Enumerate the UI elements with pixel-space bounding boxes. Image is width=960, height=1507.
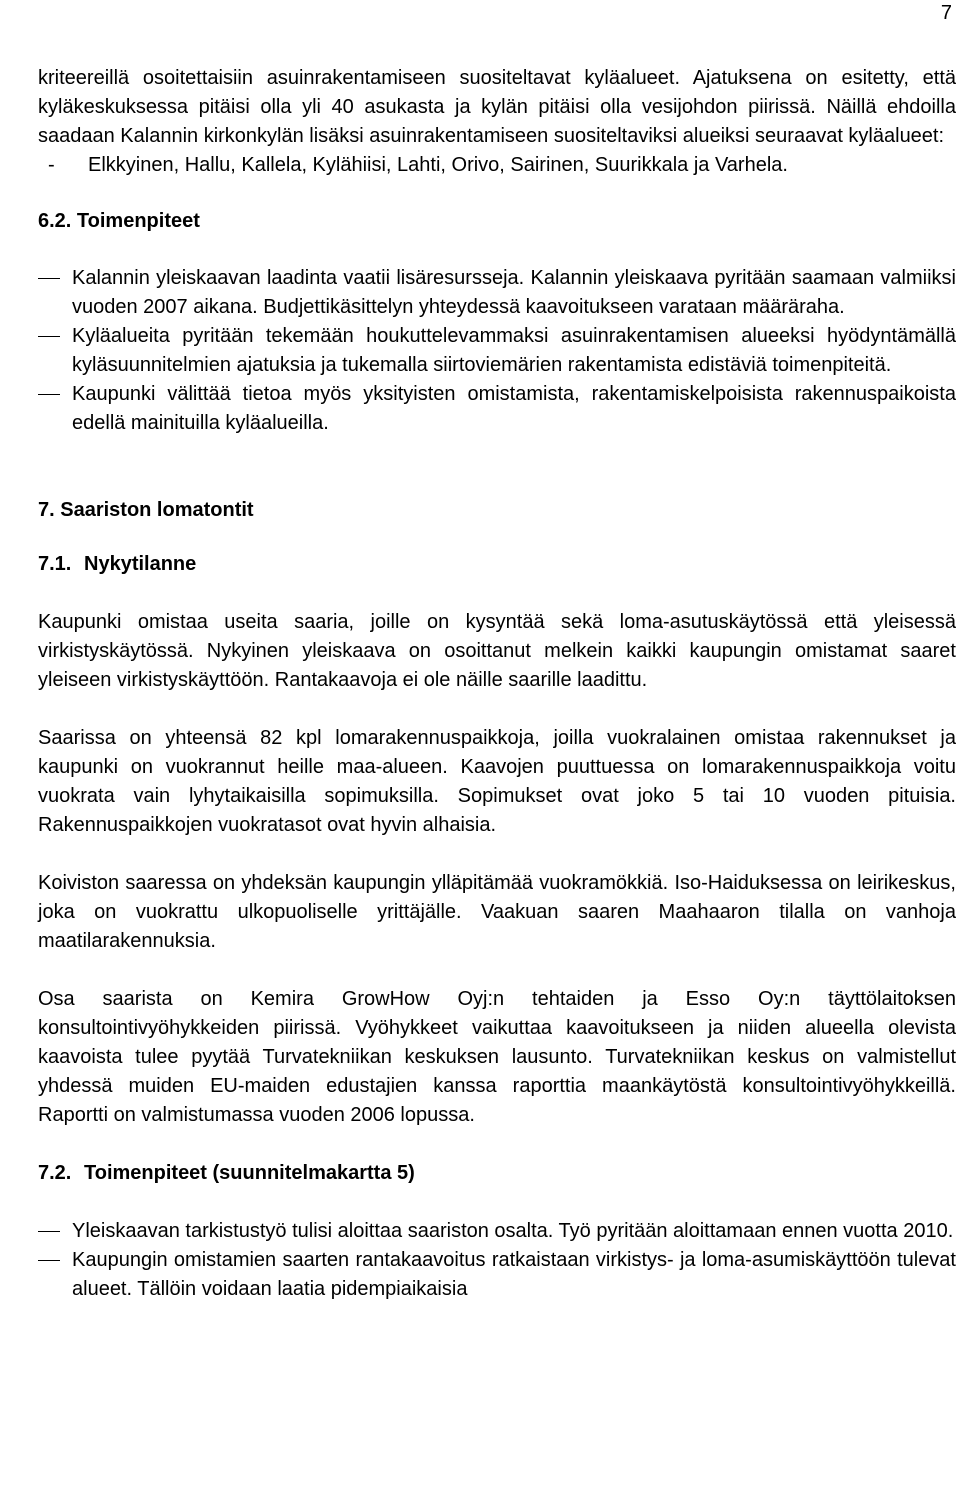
list-item <box>38 1217 956 1246</box>
page-number: 7 <box>940 2 952 24</box>
section-7-1-paragraph: Osa saarista on Kemira GrowHow Oyj:n tehtaiden ja Esso Oy:n täyttölaitoksen konsultointivyöhykkeiden piirissä. Vyöhykkeet vaikuttaa kaavoitukseen ja niiden alueella olevista kaavoista tulee pyytää Turvatekniikan keskuksen lausunto. Turvatekniikan keskus on valmistellut yhdessä muiden EU-maiden edustajien kanssa raporttia maankäytöstä konsultointivyöhykkeillä. Raportti on valmistumassa vuoden 2006 lopussa. <box>38 988 956 1126</box>
dash-bullet-icon <box>38 322 72 351</box>
village-list-text: Elkkyinen, Hallu, Kallela, Kylähiisi, Lahti, Orivo, Sairinen, Suurikkala ja Varhela. <box>88 154 788 176</box>
document-body <box>38 64 956 1304</box>
village-list-item <box>48 151 956 180</box>
section-7-2-number: 7.2. <box>38 1162 72 1184</box>
section-7-2-heading <box>38 1159 956 1188</box>
dash-bullet-icon <box>38 1246 72 1275</box>
list-item <box>38 380 956 438</box>
dash-bullet-icon <box>38 264 72 293</box>
section-7-1-paragraph: Kaupunki omistaa useita saaria, joille on kysyntää sekä loma-asutuskäytössä että yleisessä virkistyskäytössä. Nykyinen yleiskaava on osoittanut melkein kaikki kaupungin omistamat saaret yleiseen virkistyskäyttöön. Rantakaavoja ei ole näille saarille laadittu. <box>38 611 956 691</box>
dash-marker: - <box>48 154 55 176</box>
section-7-1-title: Nykytilanne <box>84 553 197 575</box>
section-7-2-bullets <box>38 1217 956 1304</box>
list-item <box>38 322 956 380</box>
dash-bullet-icon <box>38 380 72 409</box>
section-7-1-paragraph: Saarissa on yhteensä 82 kpl lomarakennuspaikkoja, joilla vuokralainen omistaa rakennukset ja kaupunki on vuokrannut heille maa-alueen. Kaavojen puuttuessa on lomarakennuspaikkoja voitu vuokrata vain lyhytaikaisilla sopimuksilla. Sopimukset ovat joko 5 tai 10 vuoden pituisia. Rakennuspaikkojen vuokratasot ovat hyvin alhaisia. <box>38 727 956 836</box>
section-7-2-title: Toimenpiteet (suunnitelmakartta 5) <box>84 1162 415 1184</box>
list-item-text: Kaupungin omistamien saarten rantakaavoitus ratkaistaan virkistys- ja loma-asumiskäyttöön tulevat alueet. Tällöin voidaan laatia pidempiaikaisia <box>72 1249 956 1300</box>
section-7-1-heading <box>38 550 956 579</box>
list-item <box>38 1246 956 1304</box>
list-item-text: Yleiskaavan tarkistustyö tulisi aloittaa saariston osalta. Työ pyritään aloittamaan ennen vuotta 2010. <box>72 1220 954 1242</box>
intro-paragraph: kriteereillä osoitettaisiin asuinrakentamiseen suositeltavat kyläalueet. Ajatuksena on esitetty, että kyläkeskuksessa pitäisi olla yli 40 asukasta ja kylän pitäisi olla vesijohdon piirissä. Näillä ehdoilla saadaan Kalannin kirkonkylän lisäksi asuinrakentamiseen suositeltaviksi alueiksi seuraavat kyläalueet: <box>38 67 956 147</box>
list-item-text: Kyläalueita pyritään tekemään houkuttelevammaksi asuinrakentamisen alueeksi hyödyntämällä kyläsuunnitelmien ajatuksia ja tukemalla siirtoviemärien rakentamista edistäviä toimenpiteitä. <box>72 325 956 376</box>
dash-bullet-icon <box>38 1217 72 1246</box>
list-item-text: Kaupunki välittää tietoa myös yksityisten omistamista, rakentamiskelpoisista rakennuspaikoista edellä mainituilla kyläalueilla. <box>72 383 956 434</box>
section-6-2-heading: 6.2. Toimenpiteet <box>38 210 200 232</box>
list-item-text: Kalannin yleiskaavan laadinta vaatii lisäresursseja. Kalannin yleiskaava pyritään saamaan valmiiksi vuoden 2007 aikana. Budjettikäsittelyn yhteydessä kaavoitukseen varataan määräraha. <box>72 267 956 318</box>
section-6-2-bullets <box>38 264 956 438</box>
list-item <box>38 264 956 322</box>
section-7-1-paragraph: Koiviston saaressa on yhdeksän kaupungin ylläpitämää vuokramökkiä. Iso-Haiduksessa on leirikeskus, joka on vuokrattu ulkopuoliselle yrittäjälle. Vaakuan saaren Maahaaron tilalla on vanhoja maatilarakennuksia. <box>38 872 956 952</box>
section-7-heading: 7. Saariston lomatontit <box>38 499 254 521</box>
section-7-1-number: 7.1. <box>38 553 72 575</box>
